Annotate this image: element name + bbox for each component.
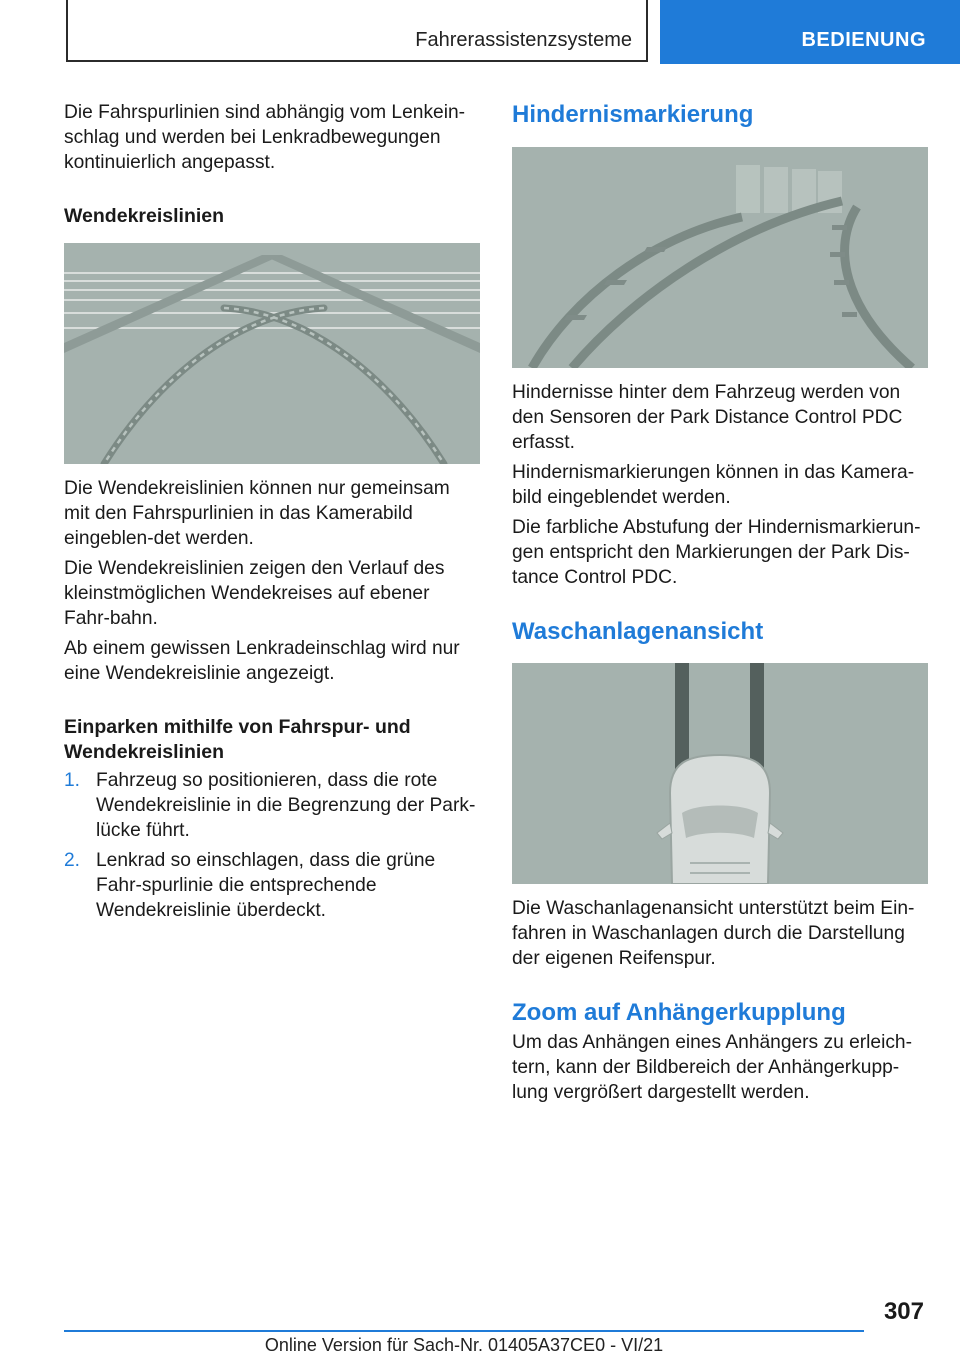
section-title-waschanlagenansicht: Waschanlagenansicht <box>512 618 764 645</box>
step-number: 1. <box>64 770 81 791</box>
header-chapter-box <box>660 0 960 64</box>
page-number: 307 <box>883 1298 924 1325</box>
section-title-zoom-anhaengerkupplung: Zoom auf Anhängerkupplung <box>512 999 846 1026</box>
intro-paragraph: Die Fahrspurlinien sind abhängig vom Lenkein-schlag und werden bei Lenkradbewegungen kontinuierlich angepasst. <box>64 102 466 173</box>
paragraph-hindernis-1: Hindernisse hinter dem Fahrzeug werden von den Sensoren der Park Distance Control PDC erfasst. <box>512 382 903 453</box>
paragraph-wendekreis-1: Die Wendekreislinien können nur gemeinsam mit den Fahrspurlinien in das Kamerabild eingeblen-det werden. <box>64 478 450 549</box>
right-column <box>512 100 927 1105</box>
turning-circle-lines-figure <box>64 243 480 464</box>
paragraph-waschanlage: Die Waschanlagenansicht unterstützt beim Ein-fahren in Waschanlagen durch die Darstellung der eigenen Reifenspur. <box>512 898 915 969</box>
heading-wendekreislinien: Wendekreislinien <box>64 205 225 227</box>
footer-text: Online Version für Sach-Nr. 01405A37CE0 - VI/21 <box>264 1335 664 1355</box>
list-item <box>64 768 479 843</box>
header-section-box <box>66 0 648 62</box>
paragraph-wendekreis-3: Ab einem gewissen Lenkradeinschlag wird nur eine Wendekreislinie angezeigt. <box>64 638 460 684</box>
footer-divider <box>64 1330 864 1332</box>
heading-einparken: Einparken mithilfe von Fahrspur- und Wendekreislinien <box>64 716 411 763</box>
parking-steps-list <box>64 768 479 923</box>
step-number: 2. <box>64 850 81 871</box>
car-icon <box>657 755 783 884</box>
obstacle-marking-figure <box>512 147 928 368</box>
paragraph-anhaengerkupplung: Um das Anhängen eines Anhängers zu erleich-tern, kann der Bildbereich der Anhängerkupp-lung vergrößert dargestellt werden. <box>512 1032 912 1103</box>
header-chapter-title: BEDIENUNG <box>801 29 926 51</box>
list-item <box>64 848 479 923</box>
left-column <box>64 100 479 923</box>
header-section-title: Fahrerassistenzsysteme <box>415 29 632 51</box>
step-text: Fahrzeug so positionieren, dass die rote Wendekreislinie in die Begrenzung der Park-lücke führt. <box>96 770 476 841</box>
paragraph-hindernis-2: Hindernismarkierungen können in das Kamera-bild eingeblendet werden. <box>512 462 915 508</box>
step-text: Lenkrad so einschlagen, dass die grüne Fahr-spurlinie die entsprechende Wendekreislinie überdeckt. <box>96 850 436 921</box>
paragraph-wendekreis-2: Die Wendekreislinien zeigen den Verlauf des kleinstmöglichen Wendekreises auf ebener Fahr-bahn. <box>64 558 445 629</box>
car-wash-view-figure <box>512 663 928 884</box>
section-title-hindernismarkierung: Hindernismarkierung <box>512 101 754 128</box>
paragraph-hindernis-3: Die farbliche Abstufung der Hindernismarkierun-gen entspricht den Markierungen der Park Dis-tance Control PDC. <box>512 517 921 588</box>
